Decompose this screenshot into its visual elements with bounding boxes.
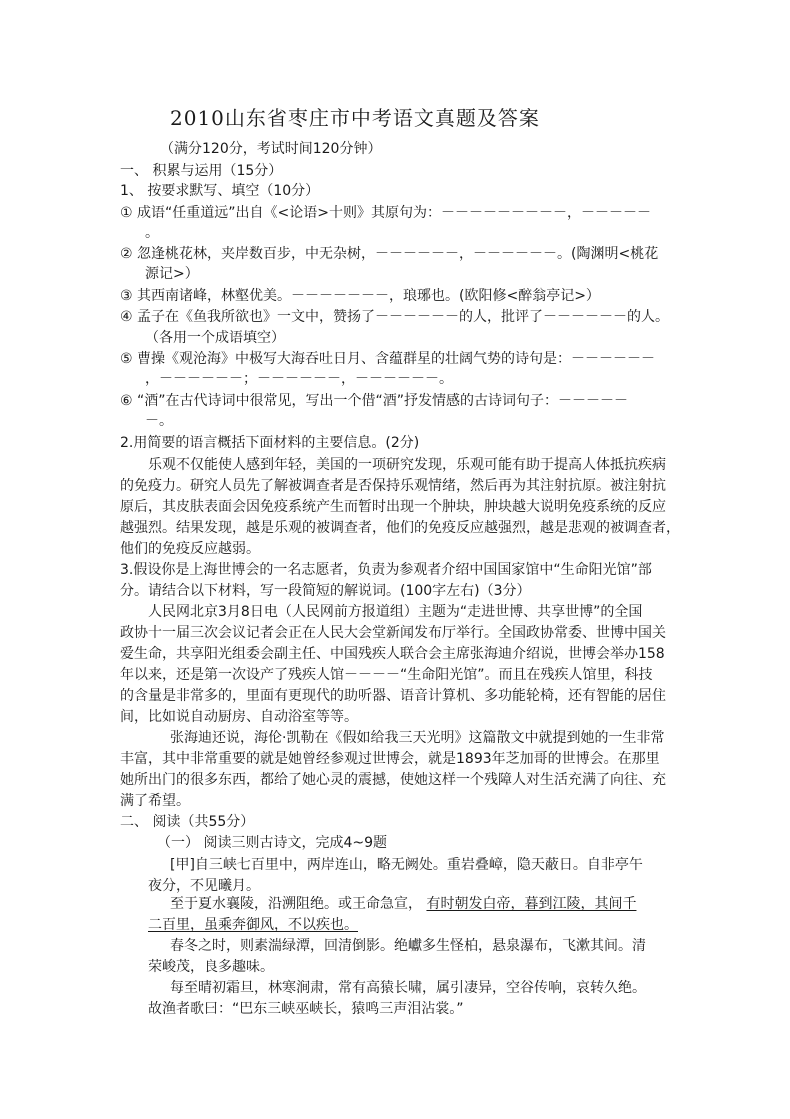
text-line: 乐观不仅能使人感到年轻，美国的一项研究发现，乐观可能有助于提高人体抵抗疾病 — [148, 457, 666, 473]
text-line: 源记>） — [145, 266, 199, 282]
text-line: 一、 积累与运用（15分） — [120, 163, 283, 179]
exam-info: （满分120分，考试时间120分钟） — [160, 141, 382, 157]
text-line: 丰富，其中非常重要的就是她曾经参观过世博会，就是1893年芝加哥的世博会。在那里 — [120, 751, 660, 767]
text-line: 人民网北京3月8日电（人民网前方报道组）主题为“走进世博、共享世博”的全国 — [148, 604, 643, 620]
text-line: 的免疫力。研究人员先了解被调查者是否保持乐观情绪，然后再为其注射抗原。被注射抗 — [120, 478, 666, 494]
text-line: 间，比如说自动厨房、自动浴室等等。 — [120, 709, 358, 725]
text-line: 春冬之时，则素湍绿潭，回清倒影。绝巘多生怪柏，悬泉瀑布，飞漱其间。清 — [170, 938, 646, 954]
text-line: 2.用简要的语言概括下面材料的主要信息。(2分) — [120, 435, 420, 451]
summer-line-text: 至于夏水襄陵，沿溯阻绝。或王命急宣， — [170, 896, 427, 912]
text-line: ④ 孟子在《鱼我所欲也》一文中，赞扬了－－－－－－的人，批评了－－－－－－的人。 — [120, 309, 669, 325]
text-line: 张海迪还说，海伦·凯勒在《假如给我三天光明》这篇散文中就提到她的一生非常 — [170, 730, 665, 746]
text-line: ① 成语“任重道远”出自《<论语>十则》其原句为：－－－－－－－－－，－－－－－ — [120, 205, 651, 221]
text-line: ，－－－－－－；－－－－－－，－－－－－－。 — [145, 371, 453, 387]
text-line: ② 忽逢桃花林，夹岸数百步，中无杂树，－－－－－－，－－－－－－。(陶渊明<桃花 — [120, 246, 659, 262]
text-line: （各用一个成语填空） — [145, 330, 285, 346]
summer-line-2 — [148, 917, 358, 934]
text-line: （一） 阅读三则古诗文，完成4~9题 — [157, 835, 387, 851]
text-line: 年以来，还是第一次设产了残疾人馆－－－－“生命阳光馆”。而且在残疾人馆里，科技 — [120, 667, 653, 683]
text-line: ⑤ 曹操《观沧海》中极写大海吞吐日月、含蕴群星的壮阔气势的诗句是：－－－－－－ — [120, 351, 655, 367]
text-line: 原后，其皮肤表面会因免疫系统产生而暂时出现一个肿块，肿块越大说明免疫系统的反应 — [120, 499, 666, 515]
text-line: 他们的免疫反应越弱。 — [120, 541, 260, 557]
text-line: 爱生命，共享阳光组委会副主任、中国残疾人联合会主席张海迪介绍说，世博会举办158 — [120, 646, 665, 662]
text-line: 。 — [145, 225, 159, 241]
document-title: 2010山东省枣庄市中考语文真题及答案 — [170, 106, 540, 130]
text-line: 每至晴初霜旦，林寒涧肃，常有高猿长啸，属引凄异，空谷传响，哀转久绝。 — [170, 980, 646, 996]
text-line: 3.假设你是上海世博会的一名志愿者，负责为参观者介绍中国国家馆中“生命阳光馆”部 — [120, 562, 652, 578]
text-line: ③ 其西南诸峰，林壑优美。－－－－－－－，琅琊也。(欧阳修<醉翁亭记>） — [120, 288, 600, 304]
text-line: 满了希望。 — [120, 793, 190, 809]
text-line: 故渔者歌曰：“巴东三峡巫峡长，猿鸣三声泪沾裳。” — [148, 1001, 464, 1017]
text-line: 二、 阅读（共55分） — [120, 814, 255, 830]
text-line: [甲]自三峡七百里中，两岸连山，略无阙处。重岩叠嶂，隐天蔽日。自非亭午 — [170, 857, 643, 873]
text-line: 政协十一届三次会议记者会正在人民大会堂新闻发布厅举行。全国政协常委、世博中国关 — [120, 625, 666, 641]
text-line: 1、 按要求默写、填空（10分） — [120, 183, 320, 199]
text-line: 她所出门的很多东西，都给了她心灵的震撼，使她这样一个残障人对生活充满了向往、充 — [120, 772, 666, 788]
summer-line-2-underlined: 二百里，虽乘奔御风，不以疾也。 — [148, 917, 358, 933]
text-line: 的含量是非常多的，里面有更现代的助听器、语音计算机、多功能轮椅，还有智能的居住 — [120, 688, 666, 704]
summer-line-underlined: 有时朝发白帝，暮到江陵，其间千 — [426, 896, 637, 912]
text-line: ⑥ “酒”在古代诗词中很常见，写出一个借“酒”抒发情感的古诗词句子：－－－－－ — [120, 393, 629, 409]
text-line: 分。请结合以下材料，写一段简短的解说词。(100字左右)（3分） — [120, 583, 531, 599]
text-line: 夜分，不见曦月。 — [148, 878, 260, 894]
text-line: 荣峻茂，良多趣味。 — [148, 959, 274, 975]
summer-line — [170, 896, 636, 913]
text-line: 越强烈。结果发现，越是乐观的被调查者，他们的免疫反应越强烈，越是悲观的被调查者， — [120, 520, 680, 536]
text-line: －。 — [145, 413, 173, 429]
